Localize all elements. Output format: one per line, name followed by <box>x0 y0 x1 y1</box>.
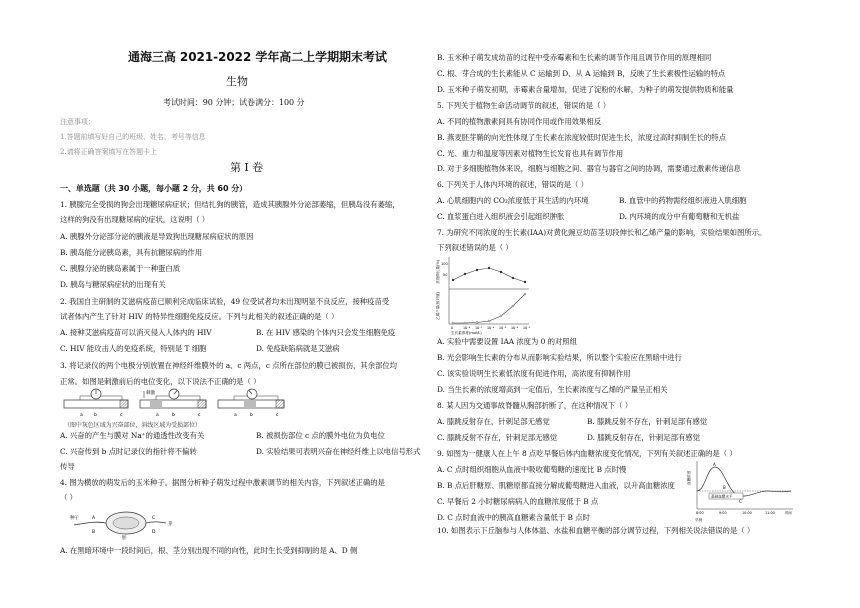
option-text: C. 早餐后 2 小时糖尿病病人的血糖浓度低于 B 点 <box>437 497 599 506</box>
x-tick: 0 <box>451 326 454 330</box>
y-axis-label: 血糖浓度 <box>687 470 691 485</box>
elongation-point <box>512 277 514 279</box>
elongation-series <box>453 268 525 282</box>
section-heading: 一、单选题（共 30 小题，每小题 2 分，共 60 分） <box>60 184 248 193</box>
question-text: 6. 下列关于人体内环境的叙述，错误的是（ ） <box>437 180 589 189</box>
elongation-point <box>488 267 490 269</box>
svg-text:c: c <box>276 413 279 418</box>
elongation-point <box>464 273 466 275</box>
figure-label: 刺激 <box>146 391 155 396</box>
svg-text:a: a <box>234 413 237 418</box>
question-text: 2. 我国自主研制的艾滋病疫苗已顺利完成临床试验，49 位受试者均未出现明显不良反应，接种疫苗受 <box>60 297 390 306</box>
figure-label: B <box>92 530 96 535</box>
question-text: 5. 下列关于植物生命活动调节的叙述，错误的是（ ） <box>437 101 611 110</box>
svg-text:50: 50 <box>443 273 448 277</box>
option-text: A. 在黑暗环境中一段时间后，根、茎分别出现不同的向性，此时生长受到抑制的是 A、D 侧 <box>60 546 358 555</box>
option-text: B. 燕麦胚芽鞘的向光性体现了生长素在浓度较低时促进生长，浓度过高时抑制生长的特点 <box>437 133 726 142</box>
option-text: C. HIV 能攻击人的免疫系统，特别是 T 细胞 <box>60 344 207 353</box>
figure-label: C <box>152 516 156 521</box>
option-text: B. 玉米种子萌发成幼苗的过程中受赤霉素和生长素的调节作用且调节作用的原理相同 <box>437 53 712 62</box>
option-text: A. 心肌细胞内的 CO₂浓度低于其生活的内环境 <box>437 196 589 205</box>
exam-title: 通海三高 2021-2022 学年高二上学期期末考试 <box>128 50 387 64</box>
option-text: C. 胰腺分泌的胰岛素属于一种蛋白质 <box>60 264 181 273</box>
notice-item: 2.请将正确答案填写在答题卡上 <box>60 148 157 156</box>
svg-text:c: c <box>120 413 123 418</box>
x-tick: 11:00 <box>765 511 775 515</box>
option-text: D. C 点时血液中的胰高血糖素含量低于 B 点时 <box>437 513 590 522</box>
option-text: D. 玉米种子萌发初期，赤霉素含量增加，促进了淀粉的水解，为种子的萌发提供物质和能量 <box>437 85 734 94</box>
subject-title: 生物 <box>226 75 248 88</box>
option-text: C. 血浆蛋白进入组织液会引起组织肿胀 <box>437 212 565 221</box>
question-text: 试者体内产生了针对 HIV 的特异性细胞免疫反应。下列与此相关的叙述正确的是（ ） <box>60 312 339 321</box>
y-axis-label-bottom: 乙烯产量(相对值) <box>436 292 440 320</box>
option-text: B. 在 HIV 感染的个体内只会发生细胞免疫 <box>256 328 396 337</box>
ethylene-point <box>512 305 514 307</box>
x-caption: 早餐 <box>695 518 703 522</box>
option-text: C. 兴奋传到 b 点时记录仪的指针将不偏转 <box>60 447 197 456</box>
ethylene-series <box>453 294 525 323</box>
option-text: B. 被损伤部位 c 点的膜外电位为负电位 <box>256 431 385 440</box>
question-text: 正常。如图是刺激前后的电位变化，以下说法不正确的是（ ） <box>60 377 261 386</box>
notice-heading: 注意事项： <box>60 118 95 126</box>
option-text: A. 实验中需要设置 IAA 浓度为 0 的对照组 <box>437 337 577 346</box>
ethylene-point <box>452 322 454 324</box>
figure-caption: （图中灰色区域为兴奋部位，斜线区域为受损部位） <box>64 422 201 429</box>
option-text: A. C 点时组织细胞从血液中吸收葡萄糖的速度比 B 点时慢 <box>437 465 627 474</box>
question-text: 3. 将记录仪的两个电极分别放置在神经纤维膜外的 a、c 两点，c 点所在部位的膜已被损伤，其余部位均 <box>60 361 397 370</box>
option-text: B. B 点后肝糖原、肌糖原都直接分解成葡萄糖进入血液，以升高血糖浓度 <box>437 481 675 490</box>
ethylene-point <box>524 293 526 295</box>
option-text: C. 根、芽合成的生长素能从 C 运输到 D、从 A 运输到 B，反映了生长素极性运输的特点 <box>437 69 726 78</box>
notice-item: 1.答题前填写好自己的班级、姓名、考号等信息 <box>60 133 206 141</box>
baseline-label: 基础血糖水平 <box>711 494 733 499</box>
x-tick: 10⁻⁶ <box>487 326 495 330</box>
option-text: C. 该实验说明生长素低浓度有促进作用，高浓度有抑制作用 <box>437 369 631 378</box>
ethylene-point <box>488 320 490 322</box>
part-title: 第 I 卷 <box>230 161 264 174</box>
x-tick: 时间 <box>785 511 792 515</box>
figure-label: D <box>152 530 156 535</box>
elongation-point <box>452 279 454 281</box>
option-text: B. 光会影响生长素的分布从而影响实验结果，所以整个实验应在黑暗中进行 <box>437 353 682 362</box>
option-text: D. 当生长素的浓度增高到一定值后，生长素浓度与乙烯的产量呈正相关 <box>437 385 668 394</box>
ethylene-point <box>476 322 478 324</box>
option-text: C. 光、重力和温度等因素对植物生长发育也具有调节作用 <box>437 149 624 158</box>
question-text: 9. 如图为一健康人在上午 8 点吃早餐后体内血糖浓度变化情况，下列有关叙述正确的是（ ） <box>437 449 737 458</box>
iaa-figure <box>437 254 537 334</box>
ethylene-point <box>464 322 466 324</box>
nerve-fiber-stimulated <box>140 389 206 418</box>
option-text: D. 免疫缺陷病就是艾滋病 <box>256 344 340 353</box>
x-axis-label: 生长素浓度(mol/L) <box>451 331 482 335</box>
option-text: D. 胰岛与糖尿病症状的出现有关 <box>60 280 166 289</box>
ethylene-point <box>500 315 502 317</box>
point-label: B <box>723 485 726 490</box>
option-text: D. 实验结果可表明兴奋在神经纤维上以电信号形式 <box>256 447 421 456</box>
x-tick: 8:00 <box>696 511 704 515</box>
option-text: 传导 <box>60 462 75 471</box>
x-tick: 10⁻⁸ <box>463 326 471 330</box>
svg-text:b: b <box>94 413 97 418</box>
x-tick: 10⁻³ <box>523 326 531 330</box>
elongation-point <box>524 281 526 283</box>
x-tick: 10⁻⁷ <box>475 326 483 330</box>
option-text: A. 膝跳反射存在，针刺足部无感觉 <box>437 417 550 426</box>
figure-label: 芽 <box>168 522 173 527</box>
svg-text:a: a <box>80 413 83 418</box>
option-text: A. 不同的植物激素间具有协同作用或作用效果相反 <box>437 117 602 126</box>
option-text: B. 胰岛能分泌胰岛素，具有抗糖尿病的作用 <box>60 248 203 257</box>
question-text: 下列叙述错误的是（ ） <box>437 243 513 252</box>
x-tick: 10:00 <box>742 511 752 515</box>
option-text: C. 膝跳反射不存在，针刺足部无感觉 <box>437 433 558 442</box>
blood-glucose-figure <box>687 459 799 523</box>
question-text: 4. 图为横放的萌发后的玉米种子。据图分析种子萌发过程中激素调节的相关内容，下列叙述正确的是 <box>60 478 385 487</box>
option-text: B. 血管中的药物需经组织液进入肌细胞 <box>619 196 747 205</box>
option-text: A. 胰腺外分泌部分泌的胰液是导致狗出现糖尿病症状的原因 <box>60 232 254 241</box>
glucose-curve <box>697 467 791 496</box>
option-text: B. 膝跳反射不存在，针刺足部有感觉 <box>587 417 708 426</box>
option-text: D. 对于多细胞植物体来说，细胞与细胞之间、器官与器官之间的协调，需要通过激素传递信息 <box>437 164 741 173</box>
question-text: 这样的狗没有出现糖尿病的症状。这说明（ ） <box>60 215 210 224</box>
x-tick: 10⁻⁴ <box>511 326 519 330</box>
question-text: （ ） <box>60 493 77 502</box>
x-tick: 10⁻⁵ <box>499 326 507 330</box>
svg-text:c: c <box>198 413 201 418</box>
figure-label: A <box>92 516 96 521</box>
figure-label: 胚 <box>122 536 127 541</box>
question-text: 1. 胰腺完全受损的狗会出现糖尿病症状；但结扎狗的胰管，造成其胰腺外分泌部萎缩，但胰岛没有萎缩， <box>60 200 400 209</box>
corn-seed-figure <box>68 505 178 541</box>
nerve-fiber-before <box>64 389 128 418</box>
point-label: C <box>739 499 742 504</box>
svg-text:b: b <box>250 413 253 418</box>
exam-info: 考试时间：90 分钟；试卷满分：100 分 <box>163 98 305 107</box>
svg-text:100: 100 <box>441 262 448 266</box>
elongation-point <box>476 269 478 271</box>
nerve-fiber-propagated <box>218 389 284 418</box>
question-text: 8. 某人因为交通事故脊髓从胸部折断了，在这种情况下（ ） <box>437 401 633 410</box>
svg-text:b: b <box>172 413 175 418</box>
question-text: 7. 为研究不同浓度的生长素(IAA)对黄化豌豆幼苗茎切段伸长和乙烯产量的影响，实验结果如图所示。 <box>437 228 767 237</box>
point-label: A <box>713 462 716 467</box>
elongation-point <box>500 271 502 273</box>
question-text: 10. 如图表示下丘脑参与人体体温、水盐和血糖平衡的部分调节过程，下列相关说法错误的是（ ） <box>437 526 755 535</box>
x-tick: 9:00 <box>719 511 727 515</box>
option-text: A. 兴奋的产生与膜对 Na⁺的通透性改变有关 <box>60 431 205 440</box>
svg-text:a: a <box>156 413 159 418</box>
option-text: D. 内环境的成分中有葡萄糖和无机盐 <box>619 212 740 221</box>
nerve-fiber-figure <box>60 388 290 422</box>
option-text: A. 接种艾滋病疫苗可以消灭侵入人体内的 HIV <box>60 328 212 337</box>
figure-label: 种子 <box>70 516 79 521</box>
option-text: D. 膝跳反射存在，针刺足部有感觉 <box>587 433 700 442</box>
y-axis-label-top: 茎段伸长量(%) <box>436 259 440 284</box>
